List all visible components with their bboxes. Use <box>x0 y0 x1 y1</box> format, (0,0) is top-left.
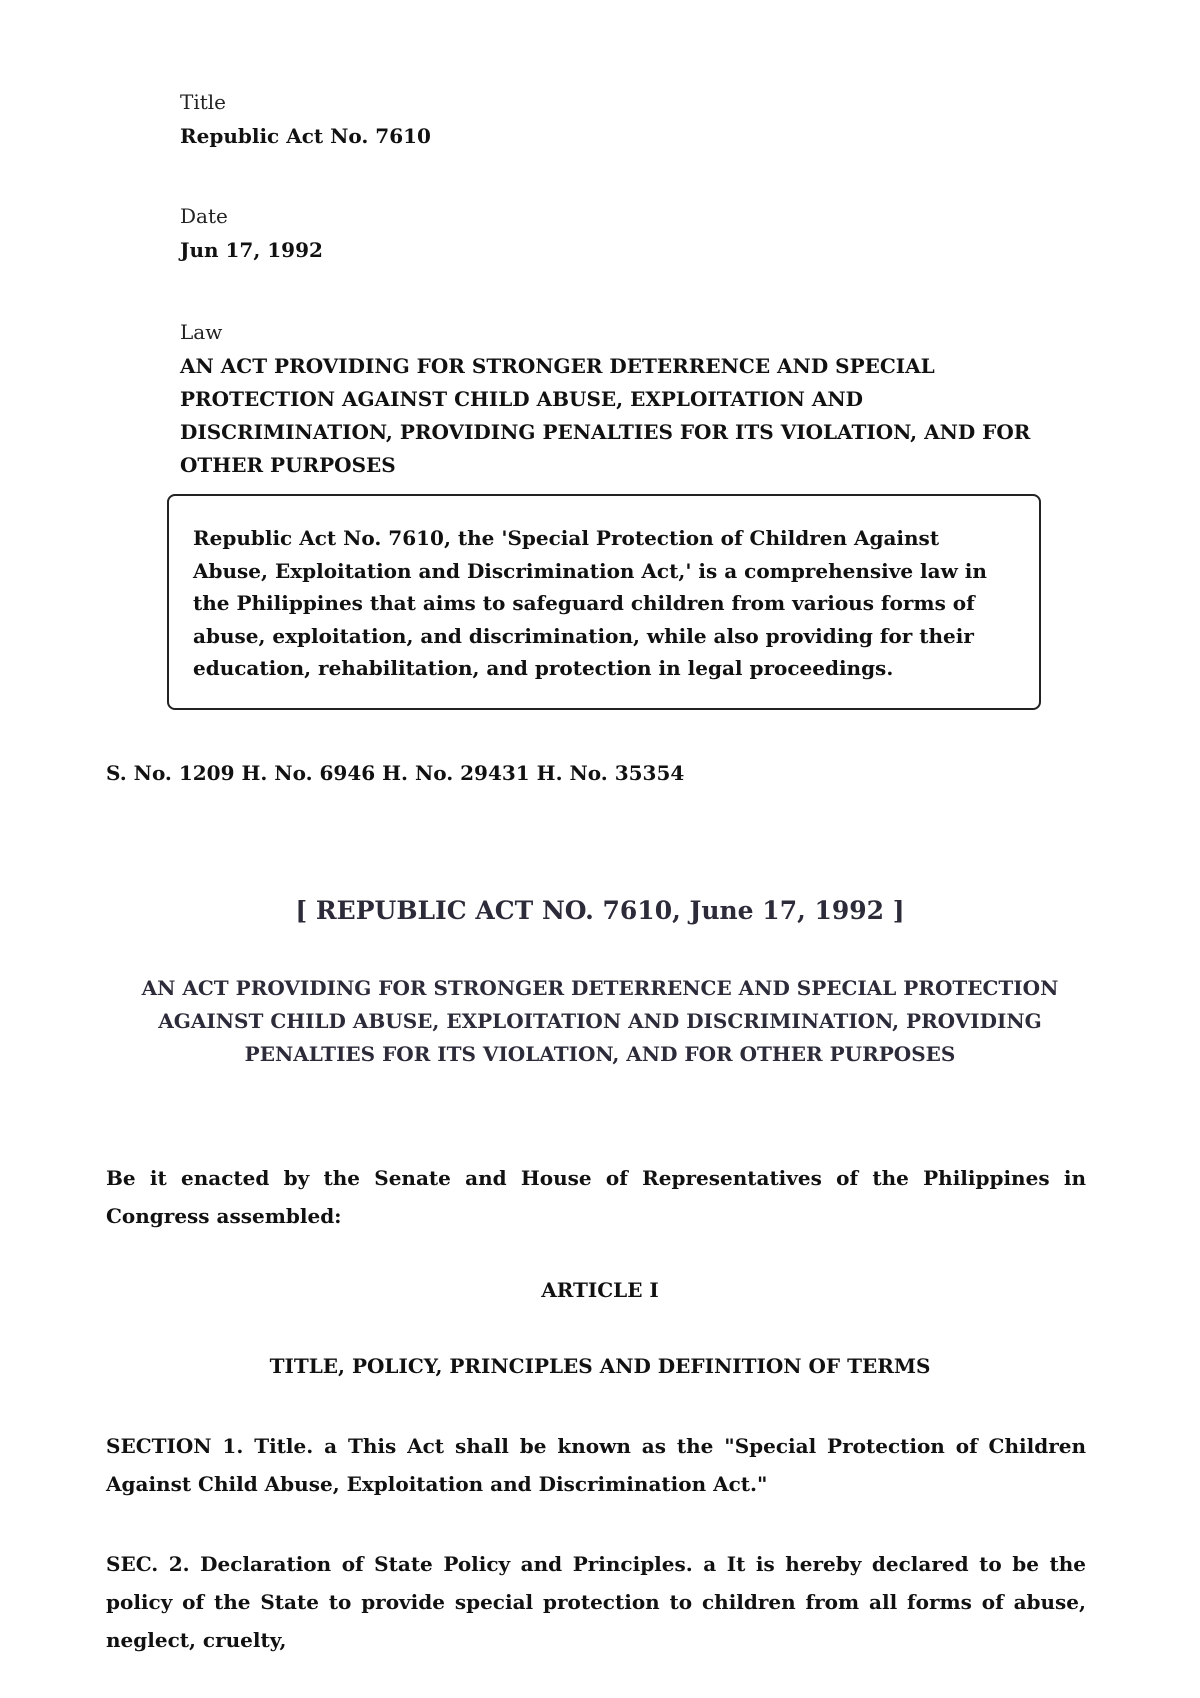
meta-date-value: Jun 17, 1992 <box>180 238 323 262</box>
meta-law-label: Law <box>180 320 223 344</box>
meta-date-label: Date <box>180 204 228 228</box>
article-heading: ARTICLE I <box>541 1278 659 1302</box>
meta-date-block <box>180 202 1040 267</box>
act-heading: [ REPUBLIC ACT NO. 7610, June 17, 1992 ] <box>295 896 905 925</box>
meta-title-label: Title <box>180 90 227 114</box>
article-title: TITLE, POLICY, PRINCIPLES AND DEFINITION OF TERMS <box>269 1354 931 1378</box>
meta-law-value: AN ACT PROVIDING FOR STRONGER DETERRENCE AND SPECIAL PROTECTION AGAINST CHILD ABUSE, EXPLOITATION AND DISCRIMINATION, PROVIDING PENALTIES FOR ITS VIOLATION, AND FOR OTHER PURPOSES <box>180 354 1031 477</box>
meta-title-value: Republic Act No. 7610 <box>180 124 431 148</box>
meta-title-block <box>180 88 1040 153</box>
meta-law-block <box>180 318 1040 482</box>
bill-numbers: S. No. 1209 H. No. 6946 H. No. 29431 H. No. 35354 <box>106 761 685 785</box>
enacting-clause: Be it enacted by the Senate and House of Representatives of the Philippines in Congress assembled: <box>106 1166 1086 1228</box>
summary-text: Republic Act No. 7610, the 'Special Protection of Children Against Abuse, Exploitation and Discrimination Act,' is a comprehensive law in the Philippines that aims to safeguard children from various forms of abuse, exploitation, and discrimination, while also providing for their education, rehabilitation, and protection in legal proceedings. <box>193 526 987 680</box>
summary-box <box>167 494 1041 710</box>
section-1-paragraph: SECTION 1. Title. a This Act shall be known as the "Special Protection of Children Against Child Abuse, Exploitation and Discrimination Act." <box>106 1434 1086 1496</box>
section-2-paragraph: SEC. 2. Declaration of State Policy and Principles. a It is hereby declared to be the policy of the State to provide special protection to children from all forms of abuse, neglect, cruelty, <box>106 1552 1086 1652</box>
act-title: AN ACT PROVIDING FOR STRONGER DETERRENCE AND SPECIAL PROTECTION AGAINST CHILD ABUSE, EXPLOITATION AND DISCRIMINATION, PROVIDING PENALTIES FOR ITS VIOLATION, AND FOR OTHER PURPOSES <box>141 976 1059 1066</box>
